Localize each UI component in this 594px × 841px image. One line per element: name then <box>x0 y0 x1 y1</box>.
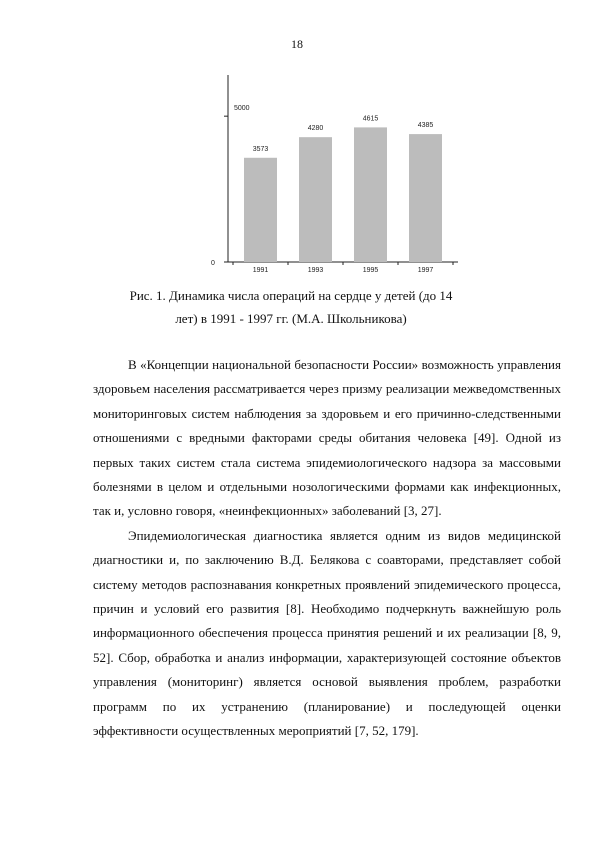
y-tick-label: 5000 <box>234 105 250 113</box>
body-text <box>93 353 561 744</box>
figure-caption: Рис. 1. Динамика числа операций на сердце у детей (до 14 лет) в 1991 - 1997 гг. (М.А. Школьникова) <box>129 288 453 326</box>
page-number: 18 <box>291 37 303 51</box>
paragraph: Эпидемиологическая диагностика является одним из видов медицинской диагностики и, по заключению В.Д. Белякова с соавторами, представляет собой систему методов распознавания конкретных проявлений эпидемического процесса, причин и условий его развития [8]. Необходимо подчеркнуть важнейшую роль информационного обеспечения процесса принятия решений и их реализации [8, 9, 52]. Сбор, обработка и анализ информации, характеризующей состояние объектов управления (мониторинг) является основой выявления проблем, разработки программ по их устранению (планирование) и последующей оценки эффективности осуществленных мероприятий [7, 52, 179]. <box>93 527 561 739</box>
x-tick-label: 1993 <box>307 267 324 274</box>
data-label: 4385 <box>417 122 434 130</box>
data-label: 4280 <box>307 125 324 133</box>
data-label: 3573 <box>252 145 269 153</box>
bar <box>244 158 277 262</box>
bar <box>354 127 387 262</box>
data-label: 4615 <box>362 115 379 123</box>
x-tick-label: 1997 <box>417 267 434 274</box>
paragraph: В «Концепции национальной безопасности России» возможность управления здоровьем населения рассматривается через призму реализации межведомственных мониторинговых систем наблюдения за здоровьем и его причинно-следственными отношениями с вредными факторами среды обитания человека [49]. Одной из первых таких систем стала система эпидемиологического надзора за массовыми болезнями в целом и отдельными нозологическими формами как инфекционных, так и, условно говоря, «неинфекционных» заболеваний [3, 27]. <box>93 357 561 519</box>
bar <box>299 137 332 262</box>
y-tick-label: 0 <box>211 260 215 267</box>
bar-chart <box>200 70 470 280</box>
x-tick-label: 1991 <box>252 267 269 274</box>
bar <box>409 134 442 262</box>
x-tick-label: 1995 <box>362 267 379 274</box>
